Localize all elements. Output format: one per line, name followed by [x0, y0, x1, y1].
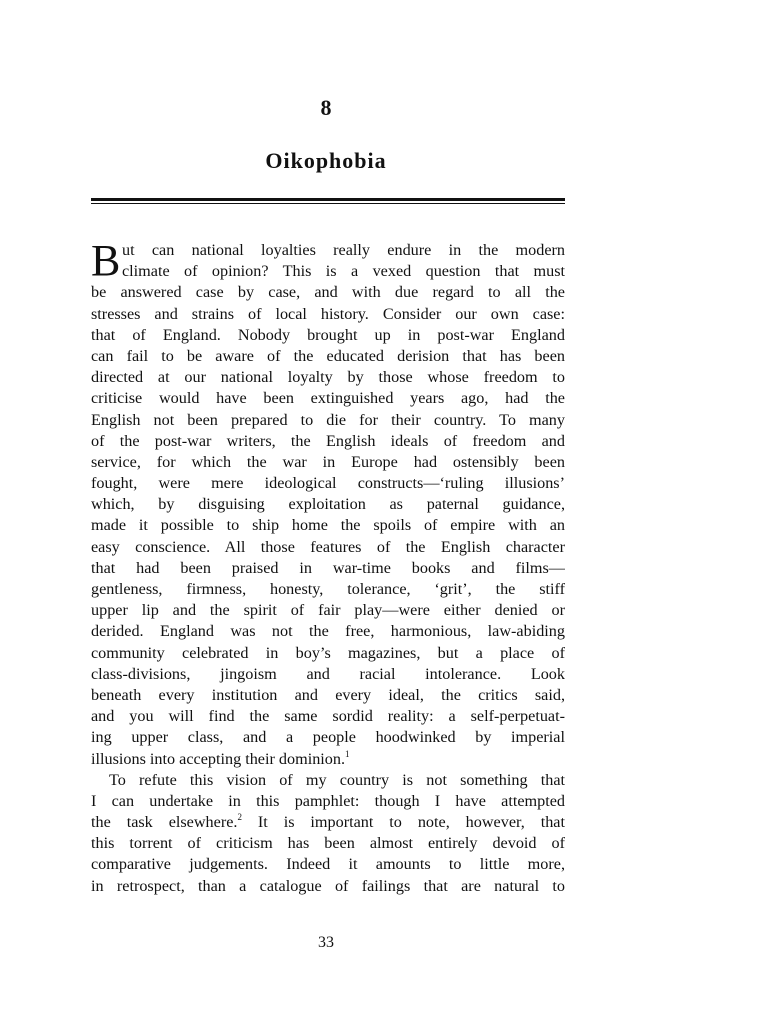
text-line: upper lip and the spirit of fair play—were either denied or	[91, 601, 565, 620]
text-fragment: It is important to note, however, that	[241, 813, 565, 832]
footnote-reference-2[interactable]: 2	[237, 812, 242, 823]
footnote-reference-1[interactable]: 1	[345, 748, 350, 759]
text-line: To refute this vision of my country is not something that	[109, 770, 565, 789]
chapter-title: Oikophobia	[265, 148, 387, 173]
chapter-rule-divider	[91, 198, 565, 204]
text-fragment: the task elsewhere.	[91, 813, 238, 832]
text-line-last	[91, 749, 565, 770]
text-line: criticise would have been extinguished years ago, had the	[91, 389, 565, 408]
paragraph-2	[91, 770, 565, 897]
text-line: directed at our national loyalty by those whose freedom to	[91, 368, 565, 387]
drop-cap: B	[91, 236, 121, 285]
text-line: fought, were mere ideological constructs—‘ruling illusions’	[91, 474, 565, 493]
text-line: class-divisions, jingoism and racial intolerance. Look	[91, 664, 565, 683]
text-line: ing upper class, and a people hoodwinked by imperial	[91, 728, 565, 747]
chapter-number: 8	[320, 95, 332, 120]
text-line: and you will find the same sordid reality: a self-perpetuat-	[91, 707, 565, 726]
text-line	[91, 812, 565, 833]
text-line: gentleness, firmness, honesty, tolerance, ‘grit’, the stiff	[91, 580, 565, 598]
text-line: which, by disguising exploitation as paternal guidance,	[91, 495, 565, 514]
text-line: service, for which the war in Europe had ostensibly been	[91, 452, 565, 471]
text-line: ut can national loyalties really endure in the modern	[122, 241, 565, 259]
text-line: community celebrated in boy’s magazines, but a place of	[91, 643, 565, 662]
text-line: can fail to be aware of the educated derision that has been	[91, 346, 565, 365]
text-line: that had been praised in war-time books and films—	[91, 558, 565, 577]
paragraph-1	[91, 236, 565, 770]
text-line: of the post-war writers, the English ideals of freedom and	[91, 431, 565, 450]
body-text	[91, 236, 565, 897]
text-line: stresses and strains of local history. Consider our own case:	[91, 304, 565, 323]
text-line: made it possible to ship home the spoils of empire with an	[91, 516, 565, 535]
text-line: climate of opinion? This is a vexed question that must	[122, 262, 565, 281]
text-line: that of England. Nobody brought up in post-war England	[91, 325, 565, 344]
page-number: 33	[318, 934, 334, 951]
text-line: I can undertake in this pamphlet: though I have attempted	[91, 791, 565, 810]
text-line: comparative judgements. Indeed it amounts to little more,	[91, 855, 565, 874]
text-line: be answered case by case, and with due regard to all the	[91, 283, 565, 302]
text-fragment: illusions into accepting their dominion.	[91, 749, 346, 768]
text-line: beneath every institution and every ideal, the critics said,	[91, 685, 565, 704]
text-line: this torrent of criticism has been almost entirely devoid of	[91, 834, 565, 853]
text-line: easy conscience. All those features of the English character	[91, 537, 565, 556]
text-line: in retrospect, than a catalogue of failings that are natural to	[91, 876, 565, 895]
text-line: English not been prepared to die for their country. To many	[91, 410, 565, 429]
text-line: derided. England was not the free, harmonious, law-abiding	[91, 622, 565, 641]
